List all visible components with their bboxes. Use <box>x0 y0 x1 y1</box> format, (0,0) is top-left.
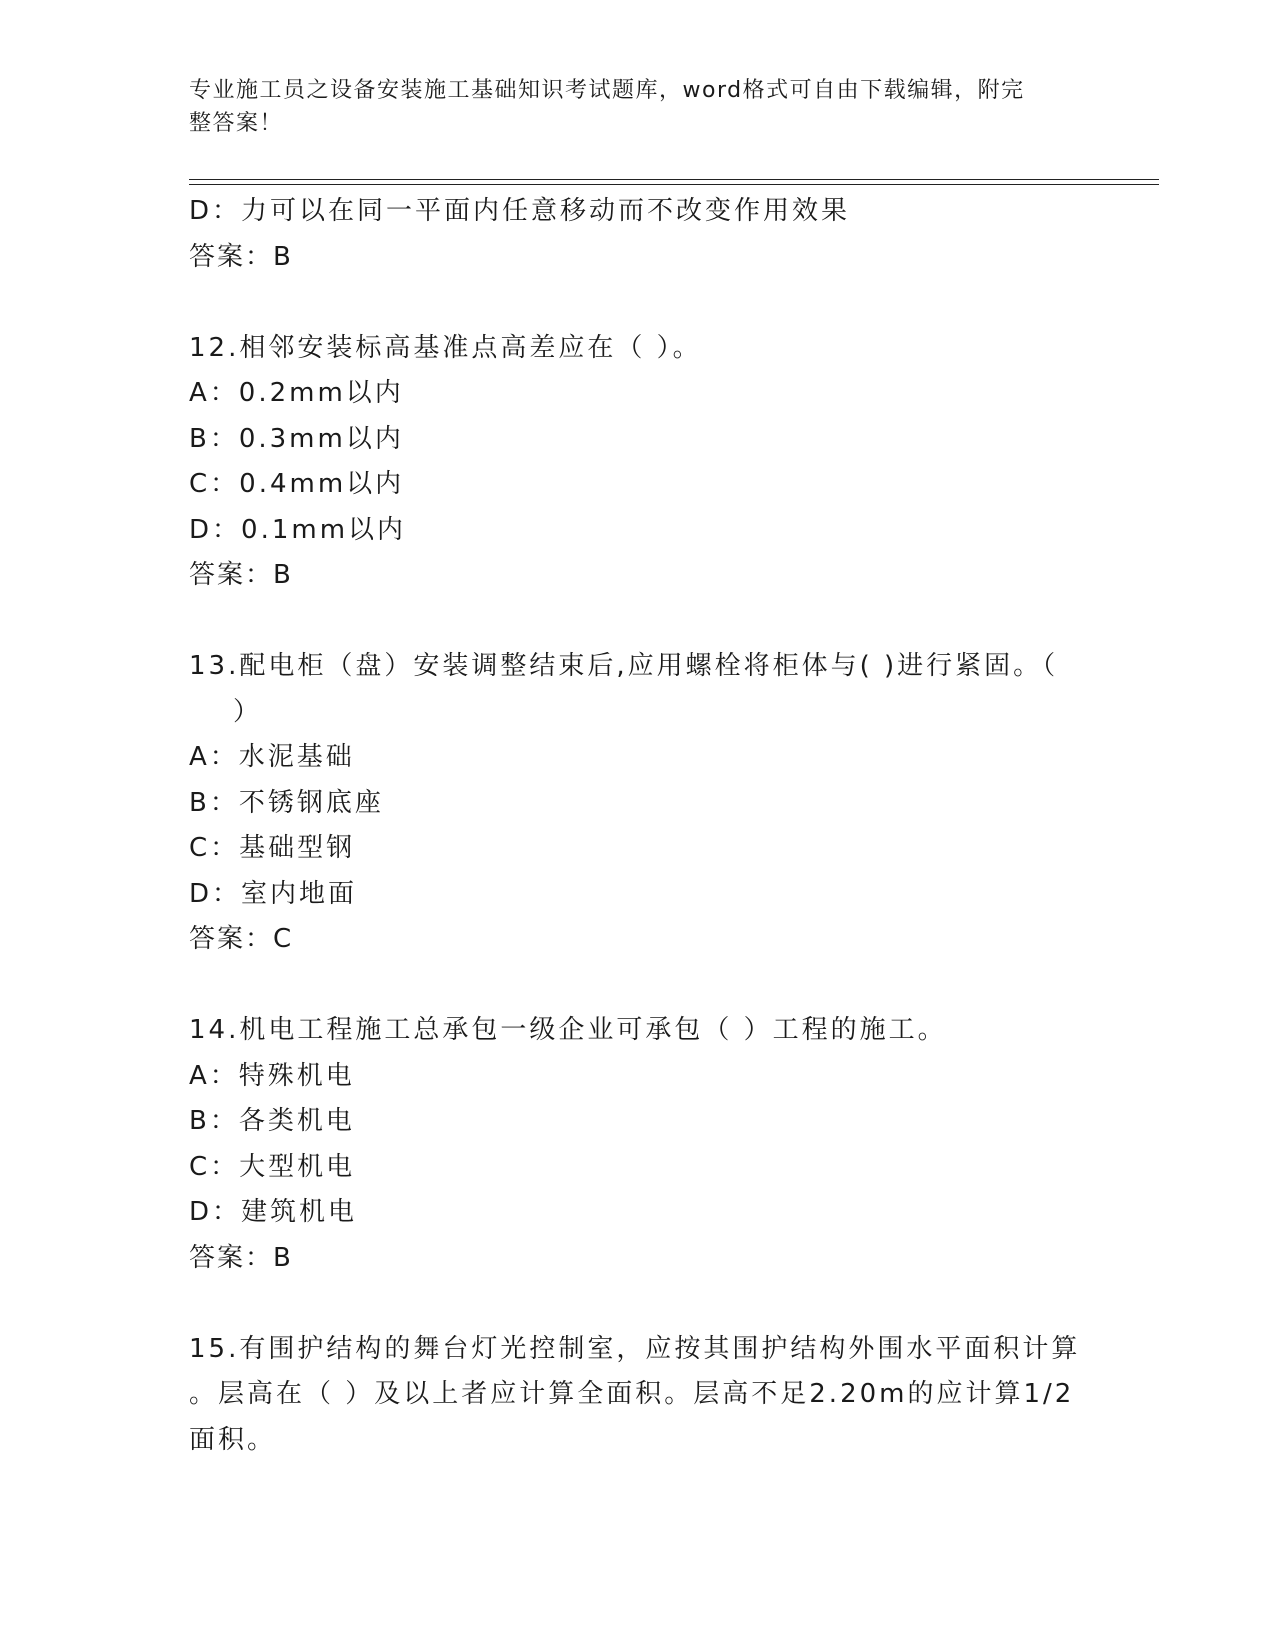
question-15 <box>189 1327 1089 1464</box>
prev-answer: 答案：B <box>189 241 293 272</box>
header-line-1: 专业施工员之设备安装施工基础知识考试题库，word格式可自由下载编辑，附完 <box>189 78 1025 103</box>
question-stem-continuation: 面积。 <box>189 1424 277 1455</box>
header-divider-top <box>189 179 1159 180</box>
question-13 <box>189 644 1089 963</box>
answer: 答案：B <box>189 560 293 590</box>
spacer <box>189 599 1089 645</box>
option-d: D：室内地面 <box>189 878 358 909</box>
option-b: B：0.3mm以内 <box>189 423 404 454</box>
option-b: B：不锈钢底座 <box>189 787 384 818</box>
header-line-2: 整答案！ <box>189 111 284 136</box>
question-stem: 13.配电柜（盘）安装调整结束后,应用螺栓将柜体与( )进行紧固。（ <box>189 651 1059 681</box>
header-divider-bottom <box>189 184 1159 185</box>
option-c: C：0.4mm以内 <box>189 469 405 499</box>
option-a: A：0.2mm以内 <box>189 378 404 408</box>
question-12 <box>189 326 1089 599</box>
question-stem-continuation: 。层高在（ ）及以上者应计算全面积。层高不足2.20m的应计算1/2 <box>189 1379 1075 1409</box>
option-d: D：0.1mm以内 <box>189 514 407 545</box>
answer: 答案：C <box>189 924 294 954</box>
spacer <box>189 280 1089 326</box>
question-stem-continuation: ） <box>233 696 263 727</box>
spacer <box>189 963 1089 1009</box>
option-a: A：水泥基础 <box>189 742 355 772</box>
spacer <box>189 1281 1089 1327</box>
question-stem: 12.相邻安装标高基准点高差应在（ ）。 <box>189 332 702 363</box>
prev-option-d: D：力可以在同一平面内任意移动而不改变作用效果 <box>189 196 851 226</box>
answer: 答案：B <box>189 1242 293 1273</box>
question-stem: 14.机电工程施工总承包一级企业可承包（ ）工程的施工。 <box>189 1015 947 1045</box>
option-b: B：各类机电 <box>189 1106 355 1136</box>
option-a: A：特殊机电 <box>189 1060 355 1091</box>
option-c: C：基础型钢 <box>189 833 356 863</box>
option-c: C：大型机电 <box>189 1151 356 1182</box>
question-14 <box>189 1008 1089 1281</box>
question-list <box>189 189 1089 1463</box>
question-stem: 15.有围护结构的舞台灯光控制室，应按其围护结构外围水平面积计算 <box>189 1333 1081 1364</box>
option-d: D：建筑机电 <box>189 1197 358 1227</box>
document-header <box>189 74 1069 140</box>
